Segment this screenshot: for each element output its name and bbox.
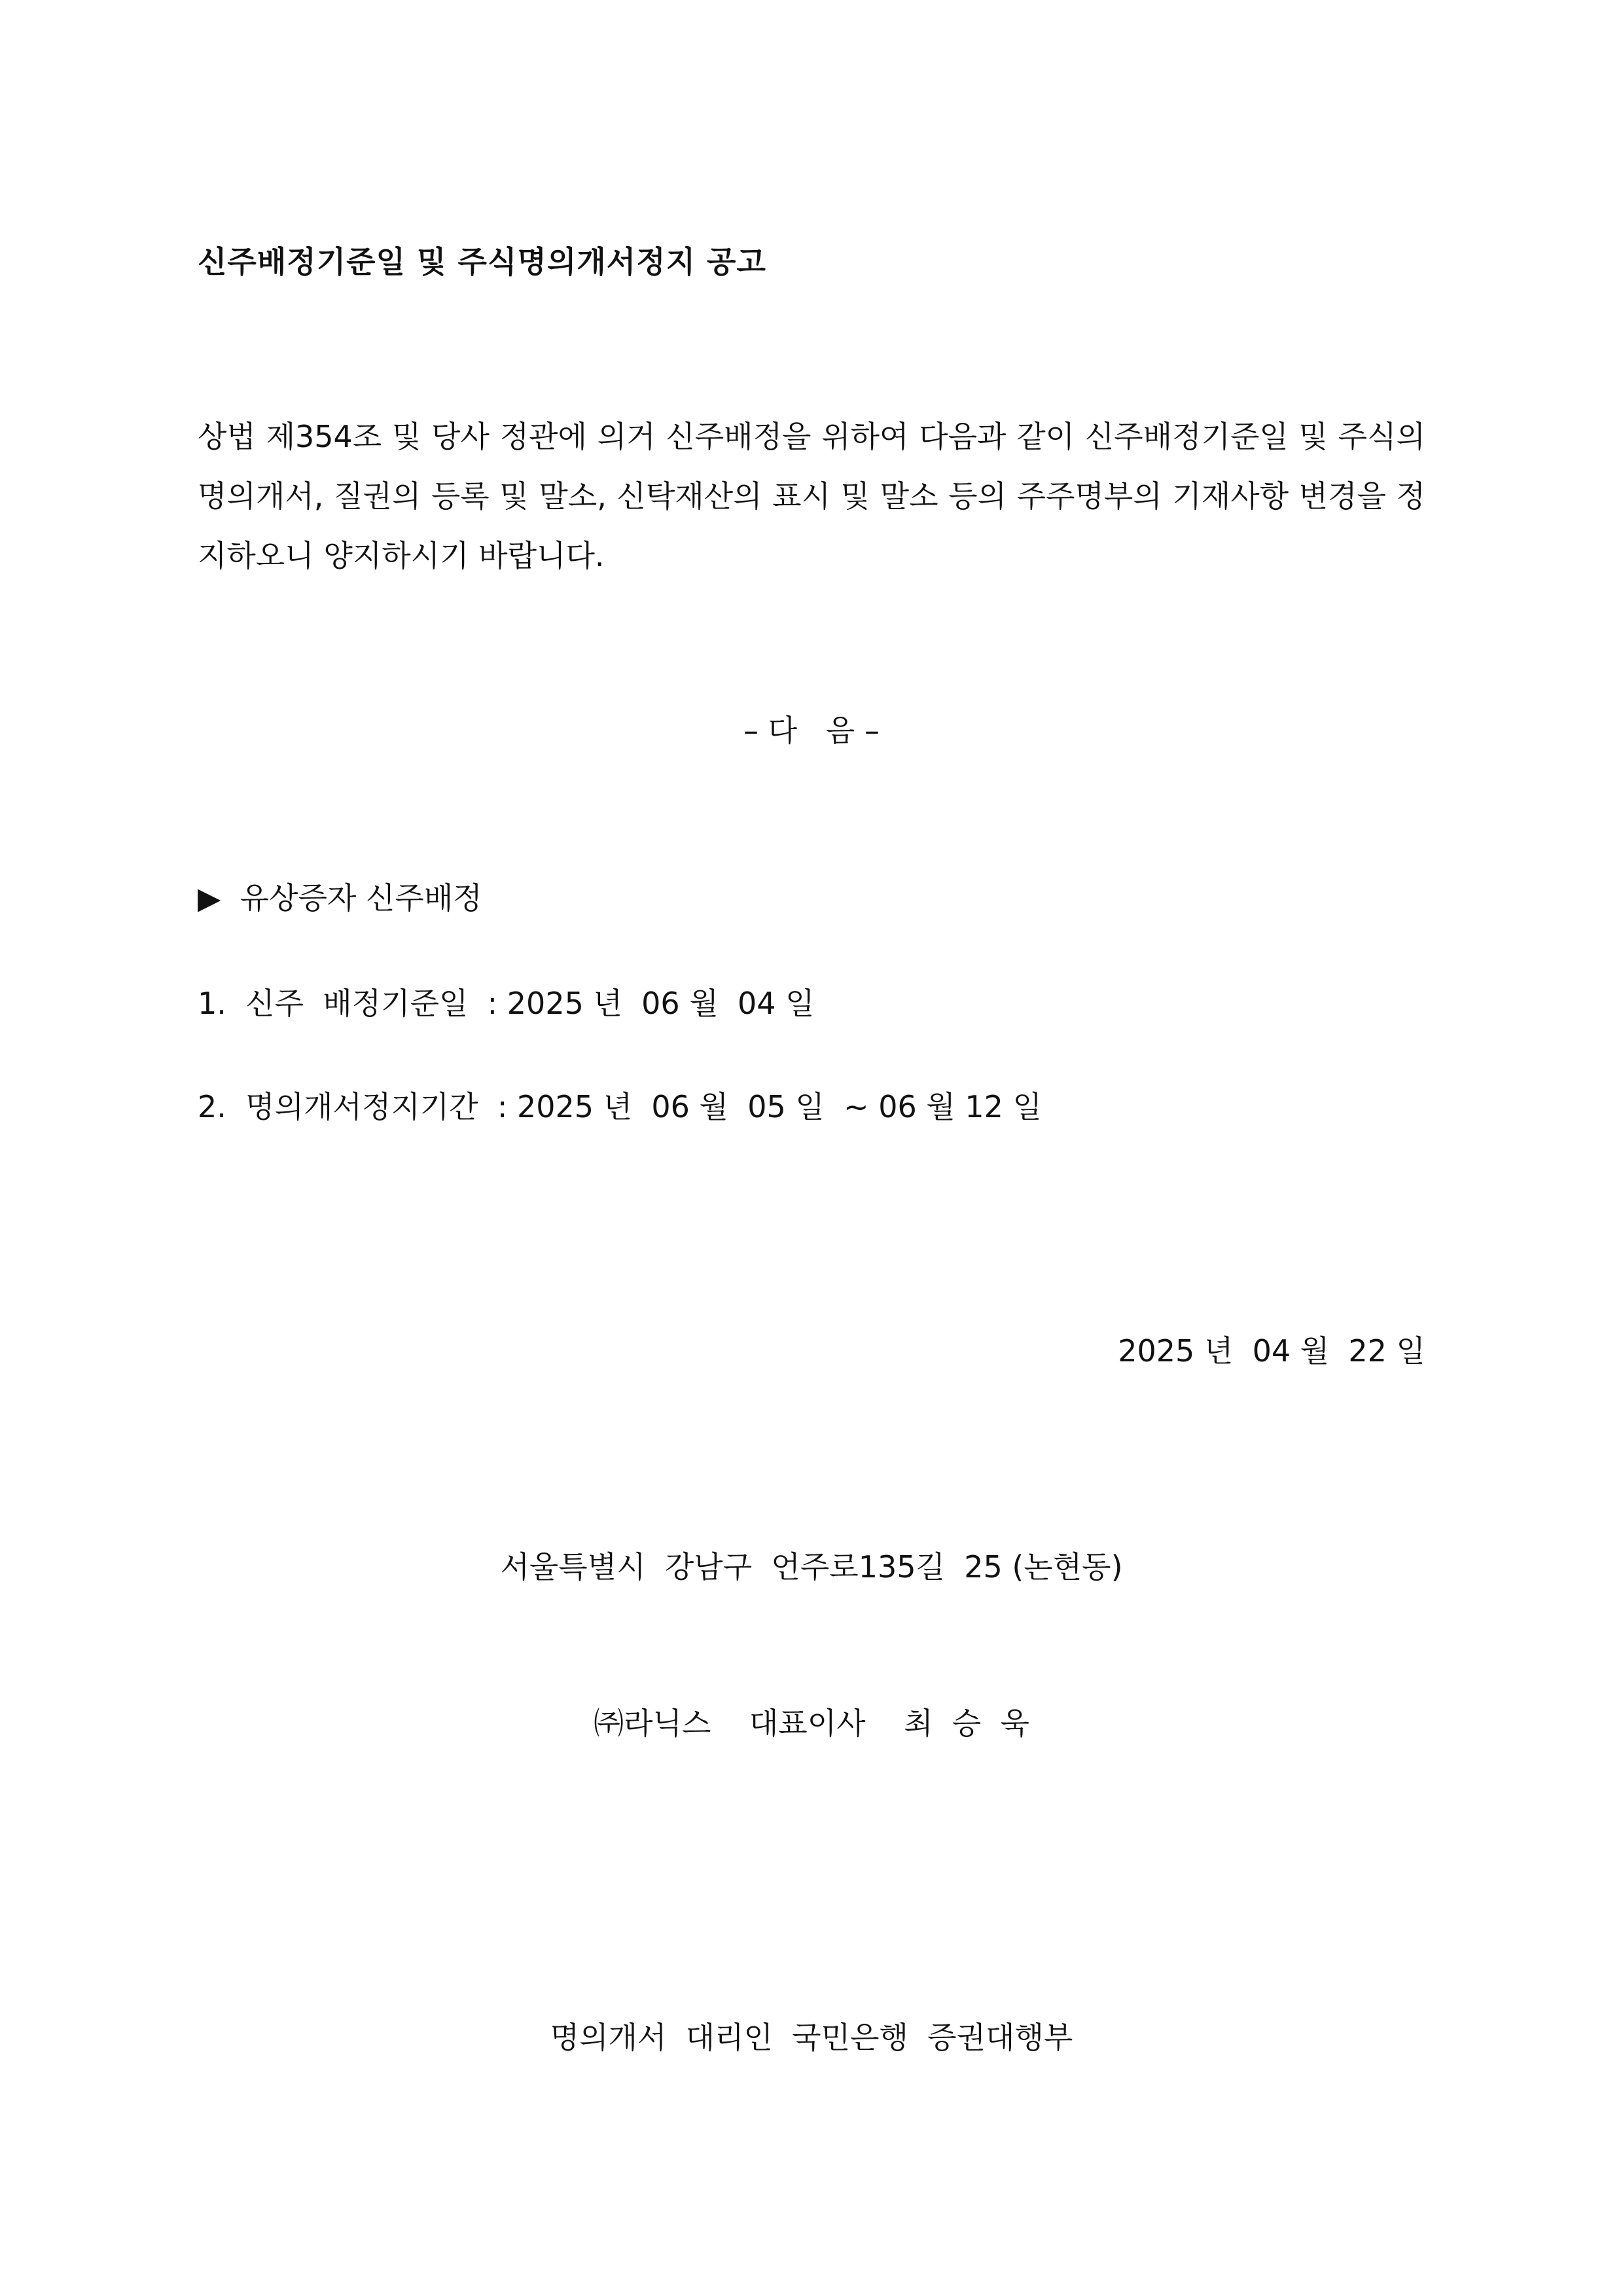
transfer-agent: 명의개서 대리인 국민은행 증권대행부 <box>550 2020 1073 2055</box>
section-heading-rights-offering: ▶ 유상증자 신주배정 <box>198 880 482 916</box>
details-heading: – 다 음 – <box>743 713 880 748</box>
notice-title: 신주배정기준일 및 주식명의개서정지 공고 <box>198 244 766 279</box>
list-item-record-date: 1. 신주 배정기준일 : 2025 년 06 월 04 일 <box>198 986 815 1021</box>
company-signature: ㈜라닉스 대표이사 최 승 욱 <box>594 1706 1029 1741</box>
company-address: 서울특별시 강남구 언주로135길 25 (논현동) <box>500 1549 1123 1585</box>
list-item-closure-period: 2. 명의개서정지기간 : 2025 년 06 월 05 일 ~ 06 월 12 일 <box>198 1089 1042 1124</box>
notice-date: 2025 년 04 월 22 일 <box>1118 1333 1425 1369</box>
notice-intro-paragraph: 상법 제354조 및 당사 정관에 의거 신주배정을 위하여 다음과 같이 신주배정기준일 및 주식의 명의개서, 질권의 등록 및 말소, 신탁재산의 표시 및 말소 등의 주주명부의 기재사항 변경을 정지하오니 양지하시기 바랍니다. <box>198 419 1425 573</box>
